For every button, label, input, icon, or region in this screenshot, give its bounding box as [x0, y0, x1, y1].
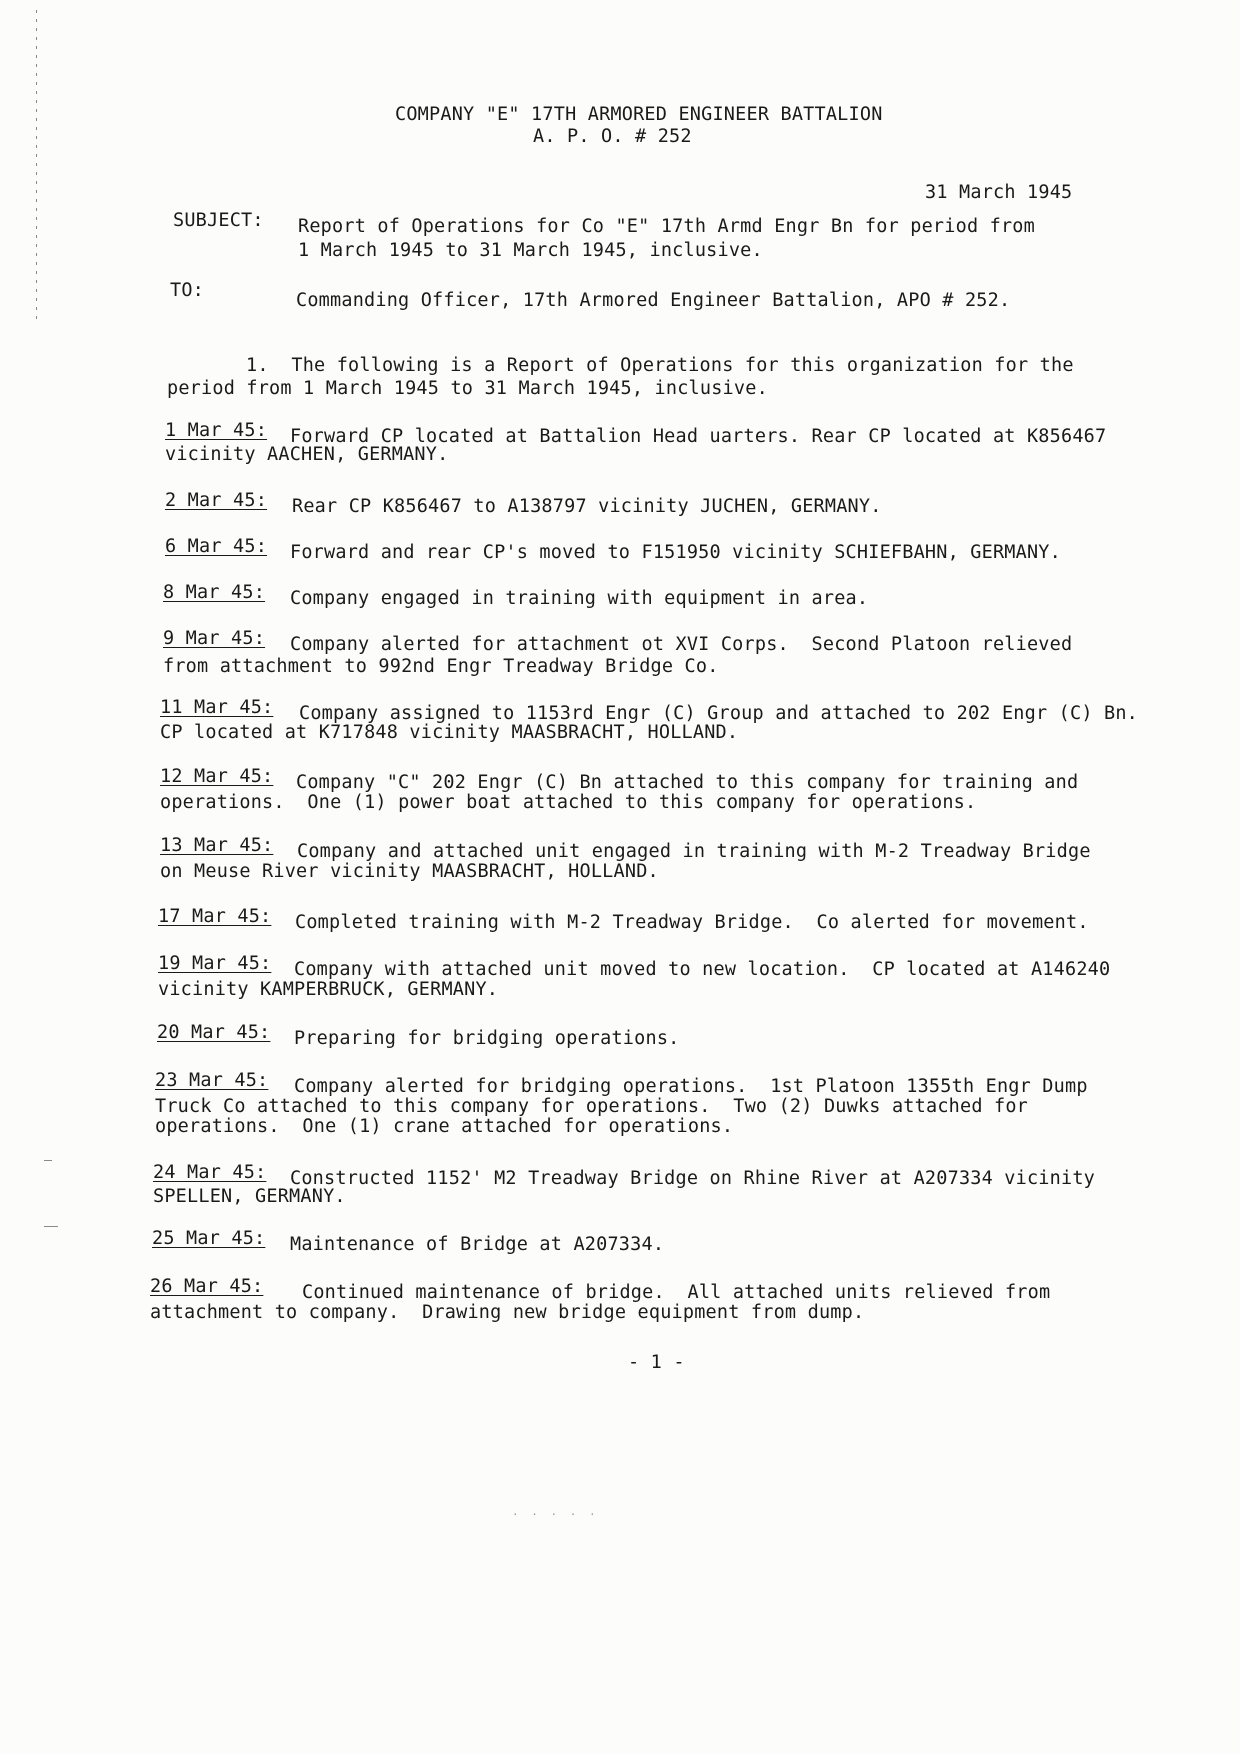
entry-line: Continued maintenance of bridge. All attached units relieved from — [302, 1282, 1051, 1303]
entry-date: 19 Mar 45: — [158, 953, 272, 974]
entry-line: operations. One (1) power boat attached to this company for operations. — [160, 792, 977, 813]
apo-header: A. P. O. # 252 — [533, 126, 692, 147]
entry-line: Preparing for bridging operations. — [294, 1028, 680, 1049]
entry-date: 13 Mar 45: — [160, 835, 274, 856]
entry-line: Forward and rear CP's moved to F151950 vicinity SCHIEFBAHN, GERMANY. — [290, 542, 1061, 563]
entry-line: vicinity AACHEN, GERMANY. — [165, 444, 449, 465]
entry-line: Truck Co attached to this company for operations. Two (2) Duwks attached for — [155, 1096, 1029, 1117]
entry-line: from attachment to 992nd Engr Treadway Bridge Co. — [163, 656, 719, 677]
entry-line: operations. One (1) crane attached for operations. — [155, 1116, 734, 1137]
entry-line: attachment to company. Drawing new bridge equipment from dump. — [150, 1302, 865, 1323]
to-label: TO: — [170, 280, 205, 301]
entry-line: Company engaged in training with equipment in area. — [290, 588, 869, 609]
entry-date: 9 Mar 45: — [163, 628, 266, 649]
to-recipient: Commanding Officer, 17th Armored Engineer Battalion, APO # 252. — [296, 290, 1011, 311]
entry-line: on Meuse River vicinity MAASBRACHT, HOLLAND. — [160, 861, 659, 882]
entry-line: Maintenance of Bridge at A207334. — [290, 1234, 665, 1255]
entry-date: 6 Mar 45: — [165, 536, 268, 557]
entry-line: SPELLEN, GERMANY. — [153, 1186, 346, 1207]
entry-date: 25 Mar 45: — [152, 1228, 266, 1249]
page-number: - 1 - — [628, 1352, 685, 1373]
company-header: COMPANY "E" 17TH ARMORED ENGINEER BATTALION — [395, 104, 883, 125]
entry-date: 8 Mar 45: — [163, 582, 266, 603]
scan-smudge: · · · · · — [512, 1508, 599, 1521]
document-date: 31 March 1945 — [925, 182, 1073, 203]
entry-line: Company "C" 202 Engr (C) Bn attached to this company for training and — [296, 772, 1079, 793]
entry-date: 17 Mar 45: — [158, 906, 272, 927]
entry-line: vicinity KAMPERBRUCK, GERMANY. — [158, 979, 499, 1000]
intro-line: 1. The following is a Report of Operations for this organization for the — [246, 355, 1074, 376]
entry-date: 2 Mar 45: — [165, 490, 268, 511]
entry-date: 26 Mar 45: — [150, 1276, 264, 1297]
entry-line: Forward CP located at Battalion Head uarters. Rear CP located at K856467 — [290, 426, 1107, 447]
entry-line: Completed training with M-2 Treadway Bridge. Co alerted for movement. — [295, 912, 1089, 933]
entry-date: 23 Mar 45: — [155, 1070, 269, 1091]
subject-line: 1 March 1945 to 31 March 1945, inclusive. — [298, 240, 763, 261]
entry-line: Company assigned to 1153rd Engr (C) Group and attached to 202 Engr (C) Bn. — [299, 703, 1139, 724]
entry-date: 11 Mar 45: — [160, 697, 274, 718]
entry-line: CP located at K717848 vicinity MAASBRACHT, HOLLAND. — [160, 722, 739, 743]
intro-line: period from 1 March 1945 to 31 March 1945, inclusive. — [167, 378, 768, 399]
entry-line: Rear CP K856467 to A138797 vicinity JUCHEN, GERMANY. — [292, 496, 882, 517]
entry-line: Company alerted for bridging operations. 1st Platoon 1355th Engr Dump — [294, 1076, 1088, 1097]
entry-line: Company alerted for attachment ot XVI Corps. Second Platoon relieved — [290, 634, 1073, 655]
entry-line: Company with attached unit moved to new location. CP located at A146240 — [294, 959, 1111, 980]
entry-line: Company and attached unit engaged in training with M-2 Treadway Bridge — [297, 841, 1091, 862]
scan-edge-mark — [44, 1160, 52, 1161]
subject-label: SUBJECT: — [173, 210, 264, 231]
subject-line: Report of Operations for Co "E" 17th Armd Engr Bn for period from — [298, 216, 1035, 237]
entry-date: 24 Mar 45: — [153, 1162, 267, 1183]
scan-edge-mark — [44, 1226, 58, 1227]
scan-edge-mark — [36, 10, 37, 320]
entry-date: 20 Mar 45: — [157, 1022, 271, 1043]
entry-date: 12 Mar 45: — [160, 766, 274, 787]
entry-line: Constructed 1152' M2 Treadway Bridge on Rhine River at A207334 vicinity — [290, 1168, 1095, 1189]
entry-date: 1 Mar 45: — [165, 420, 268, 441]
